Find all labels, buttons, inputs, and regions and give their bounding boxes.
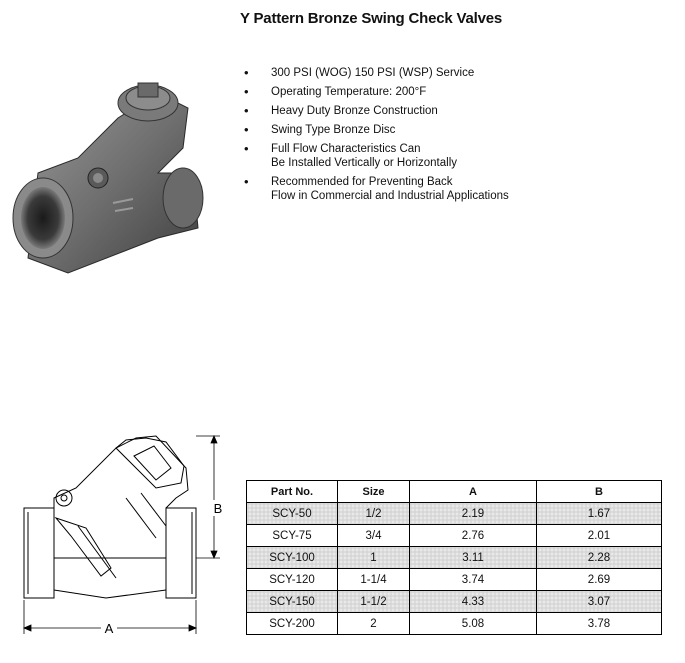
table-row [247,547,662,569]
cell-dim-b: 2.01 [537,525,662,547]
feature-item [244,175,509,203]
cell-part-no: SCY-100 [247,547,338,569]
cell-dim-b: 2.69 [537,569,662,591]
cell-part-no: SCY-75 [247,525,338,547]
cell-part-no: SCY-120 [247,569,338,591]
cell-size: 1-1/2 [338,591,410,613]
bullet-icon: • [244,84,249,99]
bullet-icon: • [244,103,249,118]
cell-size: 2 [338,613,410,635]
table-row [247,591,662,613]
feature-text: Operating Temperature: 200°F [271,86,427,98]
table-row [247,525,662,547]
spec-table [246,480,662,635]
cell-dim-b: 3.07 [537,591,662,613]
bullet-icon: • [244,174,249,189]
table-row [247,613,662,635]
bullet-icon: • [244,141,249,156]
cell-dim-b: 1.67 [537,503,662,525]
feature-item [244,85,509,99]
cell-dim-a: 5.08 [410,613,537,635]
feature-list [244,66,509,208]
feature-text: Swing Type Bronze Disc [271,124,396,136]
feature-text: Heavy Duty Bronze Construction [271,105,438,117]
col-header-size: Size [338,481,410,503]
cell-size: 1 [338,547,410,569]
cell-size: 1-1/4 [338,569,410,591]
feature-text: Flow in Commercial and Industrial Applications [271,190,509,202]
cell-dim-a: 3.11 [410,547,537,569]
dimension-a-label: A [104,621,114,636]
dimension-b-label: B [213,501,223,516]
cell-part-no: SCY-200 [247,613,338,635]
feature-text: Full Flow Characteristics Can [271,143,421,155]
table-header-row [247,481,662,503]
cell-size: 3/4 [338,525,410,547]
cell-dim-a: 2.19 [410,503,537,525]
feature-item [244,142,509,170]
col-header-a: A [410,481,537,503]
feature-text: 300 PSI (WOG) 150 PSI (WSP) Service [271,67,475,79]
cell-dim-a: 3.74 [410,569,537,591]
feature-item [244,104,509,118]
cell-size: 1/2 [338,503,410,525]
page-title: Y Pattern Bronze Swing Check Valves [240,10,502,27]
bullet-icon: • [244,122,249,137]
feature-item [244,66,509,80]
feature-text: Be Installed Vertically or Horizontally [271,157,457,169]
table-row [247,569,662,591]
cell-part-no: SCY-150 [247,591,338,613]
cell-dim-a: 4.33 [410,591,537,613]
cell-dim-a: 2.76 [410,525,537,547]
cell-part-no: SCY-50 [247,503,338,525]
col-header-b: B [537,481,662,503]
feature-text: Recommended for Preventing Back [271,176,453,188]
table-row [247,503,662,525]
feature-item [244,123,509,137]
valve-cross-section-drawing-icon [16,428,238,638]
cell-dim-b: 3.78 [537,613,662,635]
bullet-icon: • [244,65,249,80]
valve-photo-icon [8,78,208,278]
col-header-part-no: Part No. [247,481,338,503]
cell-dim-b: 2.28 [537,547,662,569]
